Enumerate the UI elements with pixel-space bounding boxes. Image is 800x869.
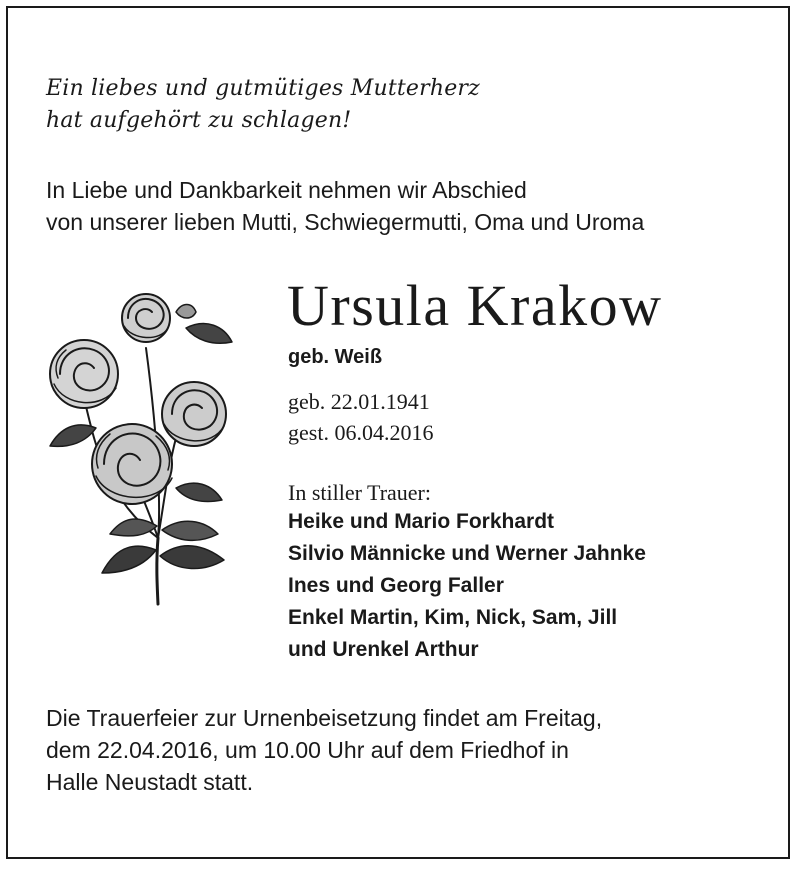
roses-illustration-icon — [36, 288, 246, 608]
quote-line-2: hat aufgehört zu schlagen! — [46, 108, 352, 133]
birth-date: geb. 22.01.1941 — [288, 389, 430, 414]
mourner-line: Silvio Männicke und Werner Jahnke — [288, 542, 646, 565]
deceased-name: Ursula Krakow — [287, 273, 663, 338]
ceremony-line-2: dem 22.04.2016, um 10.00 Uhr auf dem Friedhof in — [46, 737, 569, 763]
ceremony-line-1: Die Trauerfeier zur Urnenbeisetzung findet am Freitag, — [46, 705, 603, 731]
mourners-heading: In stiller Trauer: — [288, 480, 431, 505]
mourner-line: und Urenkel Arthur — [288, 638, 479, 661]
maiden-name: geb. Weiß — [288, 346, 383, 368]
death-date: gest. 06.04.2016 — [288, 420, 434, 445]
intro-line-1: In Liebe und Dankbarkeit nehmen wir Abschied — [46, 177, 527, 203]
mourner-line: Enkel Martin, Kim, Nick, Sam, Jill — [288, 606, 618, 629]
mourner-line: Ines und Georg Faller — [288, 574, 504, 597]
quote-line-1: Ein liebes und gutmütiges Mutterherz — [46, 76, 480, 101]
ceremony-line-3: Halle Neustadt statt. — [46, 769, 254, 795]
mourner-line: Heike und Mario Forkhardt — [288, 510, 555, 533]
intro-line-2: von unserer lieben Mutti, Schwiegermutti, Oma und Uroma — [46, 209, 645, 235]
